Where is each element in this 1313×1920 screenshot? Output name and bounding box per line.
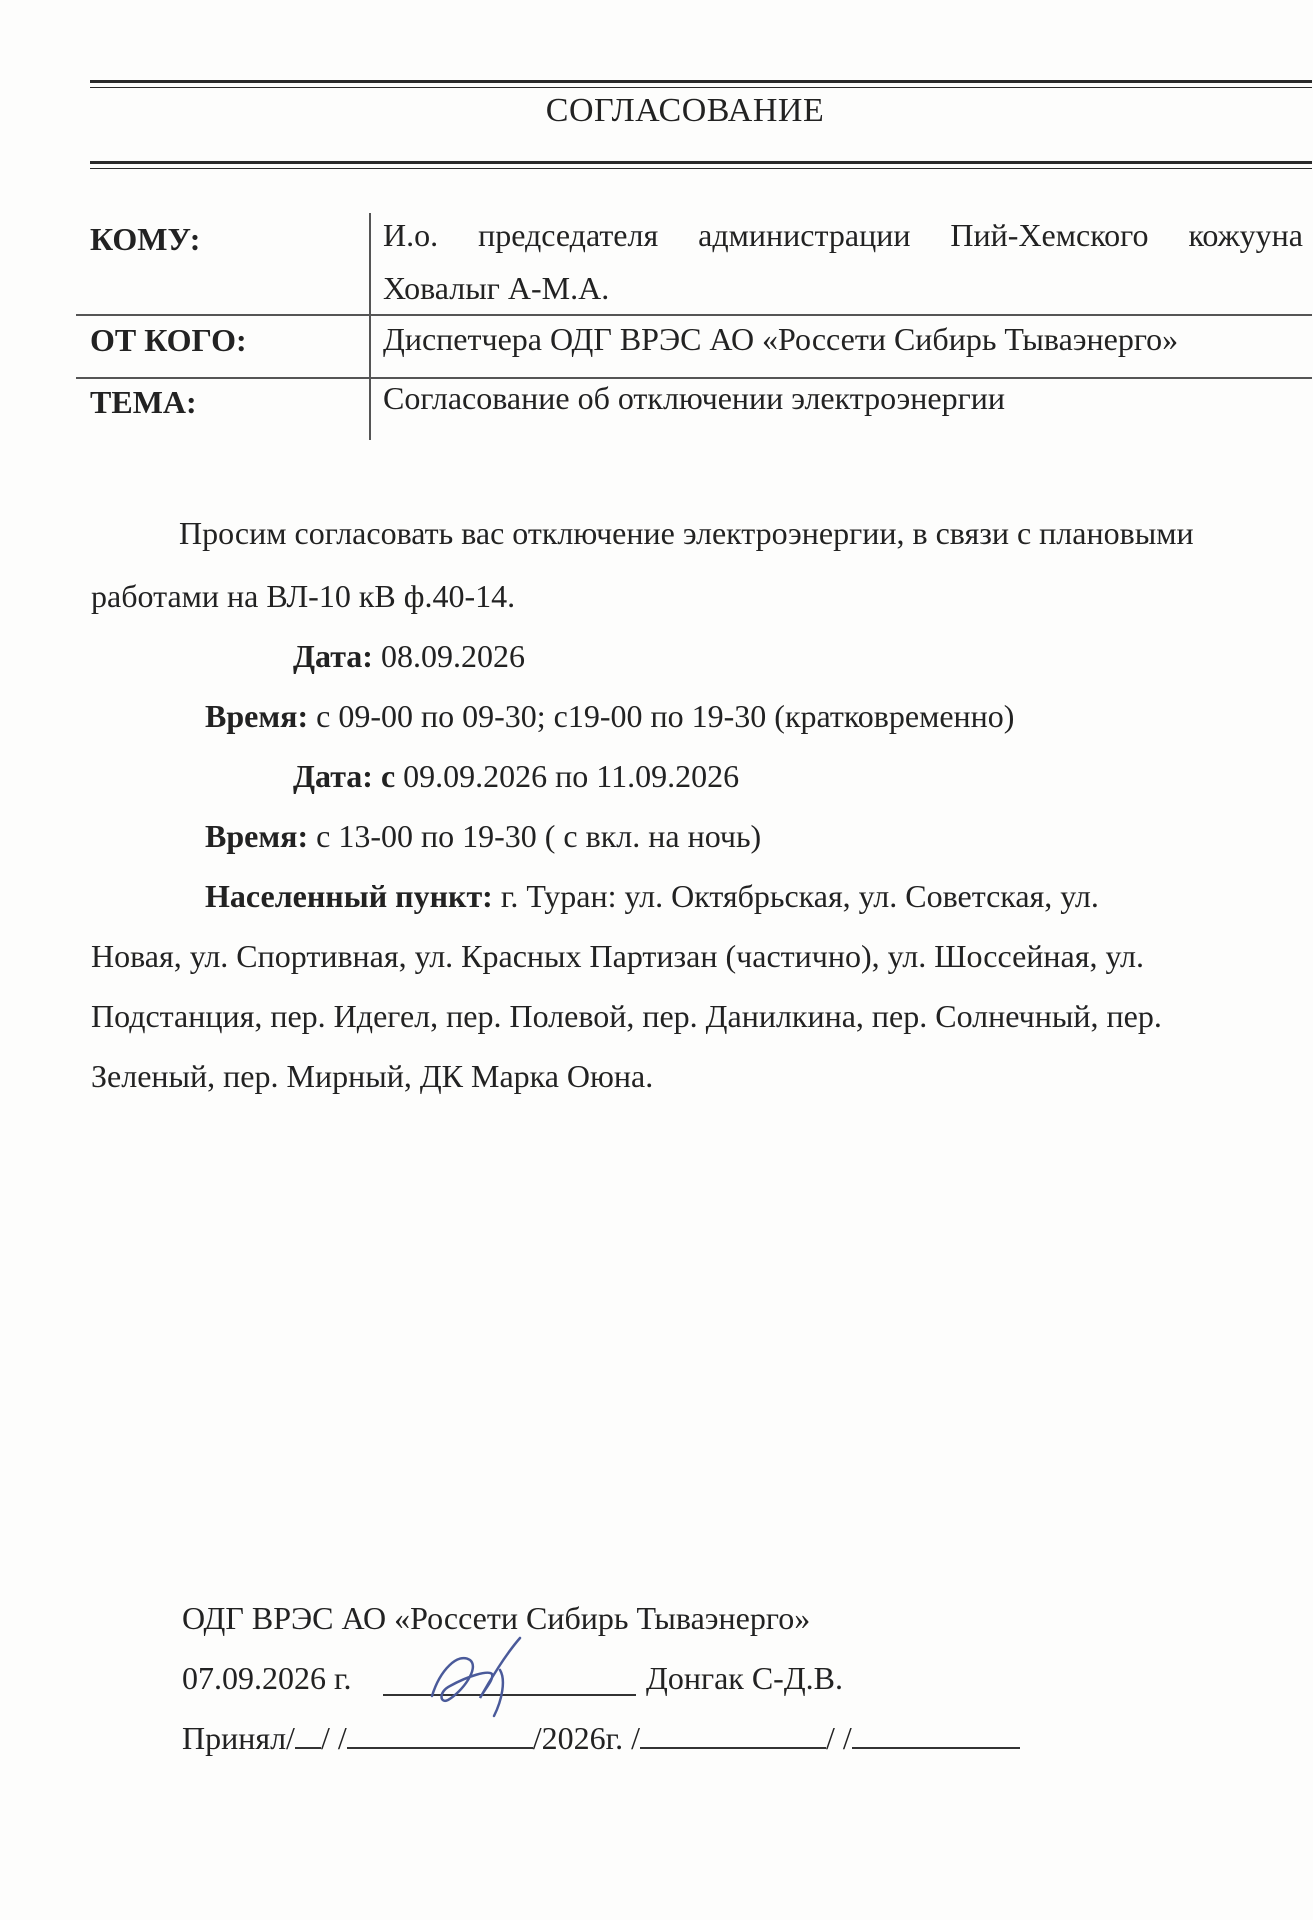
accepted-prefix: Принял/ <box>182 1720 295 1756</box>
from-label: ОТ КОГО: <box>90 322 247 358</box>
time1-label: Время: <box>205 698 309 734</box>
accepted-year: /2026г. / <box>532 1720 641 1756</box>
intro-line1: Просим согласовать вас отключение электроэнергии, в связи с плановыми <box>179 515 1194 551</box>
accepted-slash-2: / / <box>826 1720 852 1756</box>
accepted-blank-3 <box>640 1747 826 1749</box>
top-rule-thin <box>90 87 1312 88</box>
locality-line1 <box>205 878 1099 915</box>
subject-label: ТЕМА: <box>90 384 197 420</box>
date1-label: Дата: <box>293 638 373 674</box>
time2-value: с 13-00 по 19-30 ( с вкл. на ночь) <box>316 818 762 854</box>
title-rule-thick <box>90 161 1312 164</box>
time2-label: Время: <box>205 818 309 854</box>
date1-value: 08.09.2026 <box>380 638 525 674</box>
to-label: КОМУ: <box>90 221 201 257</box>
locality-line4: Зеленый, пер. Мирный, ДК Марка Оюна. <box>91 1058 654 1094</box>
document-title: СОГЛАСОВАНИЕ <box>545 92 825 129</box>
signature-mark <box>410 1630 540 1720</box>
accepted-line <box>182 1720 1020 1757</box>
time1-line <box>205 698 1014 735</box>
date2-label: Дата: с <box>293 758 396 794</box>
title-rule-thin <box>90 168 1312 169</box>
accepted-blank-2 <box>347 1747 533 1749</box>
from-value: Диспетчера ОДГ ВРЭС АО «Россети Сибирь Тываэнерго» <box>383 321 1179 357</box>
footer-org: ОДГ ВРЭС АО «Россети Сибирь Тываэнерго» <box>182 1600 811 1636</box>
accepted-blank-4 <box>852 1747 1020 1749</box>
footer-signer: Донгак С-Д.В. <box>646 1660 843 1696</box>
date2-value: 09.09.2026 по 11.09.2026 <box>403 758 740 794</box>
time2-line <box>205 818 761 855</box>
time1-value: с 09-00 по 09-30; с19-00 по 19-30 (кратковременно) <box>316 698 1015 734</box>
to-value-line1: И.о. председателя администрации Пий-Хемского кожууна <box>383 217 1303 253</box>
locality-value-1: г. Туран: ул. Октябрьская, ул. Советская, ул. <box>500 878 1099 914</box>
date2-line <box>293 758 739 795</box>
top-rule-thick <box>90 80 1312 83</box>
to-value-line2: Ховалыг А-М.А. <box>383 270 610 306</box>
locality-label: Населенный пункт: <box>205 878 493 914</box>
footer-date: 07.09.2026 г. <box>182 1660 352 1696</box>
accepted-slash-1: / / <box>320 1720 347 1756</box>
header-divider-vertical <box>369 213 371 440</box>
intro-line2: работами на ВЛ-10 кВ ф.40-14. <box>91 578 516 614</box>
date1-line <box>293 638 525 675</box>
locality-line2: Новая, ул. Спортивная, ул. Красных Партизан (частично), ул. Шоссейная, ул. <box>91 938 1145 974</box>
accepted-blank-1 <box>295 1747 321 1749</box>
subject-value: Согласование об отключении электроэнергии <box>383 380 1005 416</box>
locality-line3: Подстанция, пер. Идегел, пер. Полевой, пер. Данилкина, пер. Солнечный, пер. <box>91 998 1162 1034</box>
